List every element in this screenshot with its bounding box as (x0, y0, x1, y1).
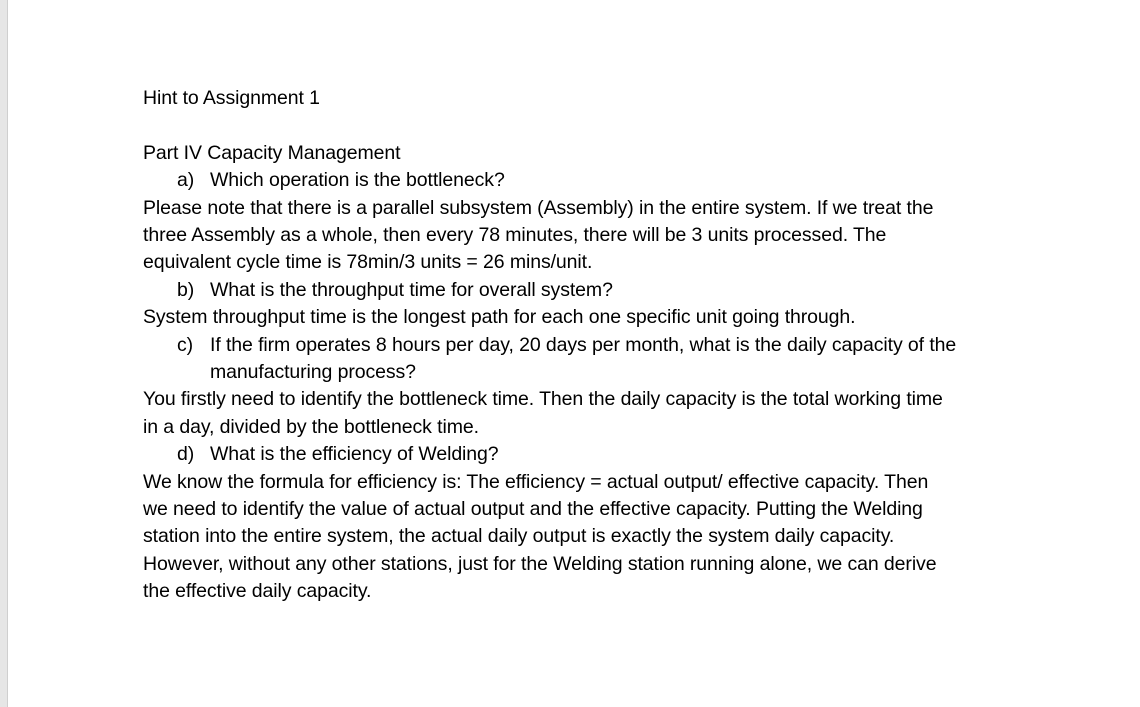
question-text (210, 441, 499, 468)
answer-a (143, 195, 1043, 277)
question-d (143, 441, 1043, 468)
question-line: What is the efficiency of Welding? (210, 443, 499, 466)
part-heading: Part IV Capacity Management (143, 141, 401, 164)
question-line: If the firm operates 8 hours per day, 20 days per month, what is the daily capacity of the (210, 333, 957, 356)
question-text (210, 277, 613, 304)
question-a (143, 167, 1043, 194)
page-left-edge (0, 0, 8, 707)
question-label: d) (177, 443, 195, 466)
question-label: c) (177, 333, 194, 356)
answer-line: However, without any other stations, just for the Welding station running alone, we can derive (143, 552, 937, 575)
answer-b (143, 304, 1043, 331)
answer-line: Please note that there is a parallel subsystem (Assembly) in the entire system. If we treat the (143, 196, 934, 219)
question-text (210, 167, 505, 194)
question-line: Which operation is the bottleneck? (210, 169, 505, 192)
question-b (143, 277, 1043, 304)
question-c (143, 332, 1043, 387)
document-title: Hint to Assignment 1 (143, 87, 320, 109)
answer-line: We know the formula for efficiency is: The efficiency = actual output/ effective capacity. Then (143, 470, 929, 493)
question-line: manufacturing process? (210, 361, 416, 384)
answer-line: we need to identify the value of actual output and the effective capacity. Putting the Welding (143, 498, 923, 521)
answer-d (143, 469, 1043, 606)
answer-line: equivalent cycle time is 78min/3 units = 26 mins/unit. (143, 251, 593, 274)
answer-line: three Assembly as a whole, then every 78 minutes, there will be 3 units processed. The (143, 224, 887, 247)
document-body (143, 85, 1043, 606)
question-label: b) (177, 278, 195, 301)
answer-line: station into the entire system, the actual daily output is exactly the system daily capacity. (143, 525, 895, 548)
blank-line (143, 112, 1043, 139)
answer-c (143, 386, 1043, 441)
question-text (210, 332, 956, 387)
answer-line: the effective daily capacity. (143, 580, 372, 603)
answer-line: in a day, divided by the bottleneck time. (143, 415, 479, 438)
question-line: What is the throughput time for overall system? (210, 278, 613, 301)
answer-line: You firstly need to identify the bottleneck time. Then the daily capacity is the total working time (143, 388, 943, 411)
question-label: a) (177, 169, 195, 192)
answer-line: System throughput time is the longest path for each one specific unit going through. (143, 306, 856, 329)
